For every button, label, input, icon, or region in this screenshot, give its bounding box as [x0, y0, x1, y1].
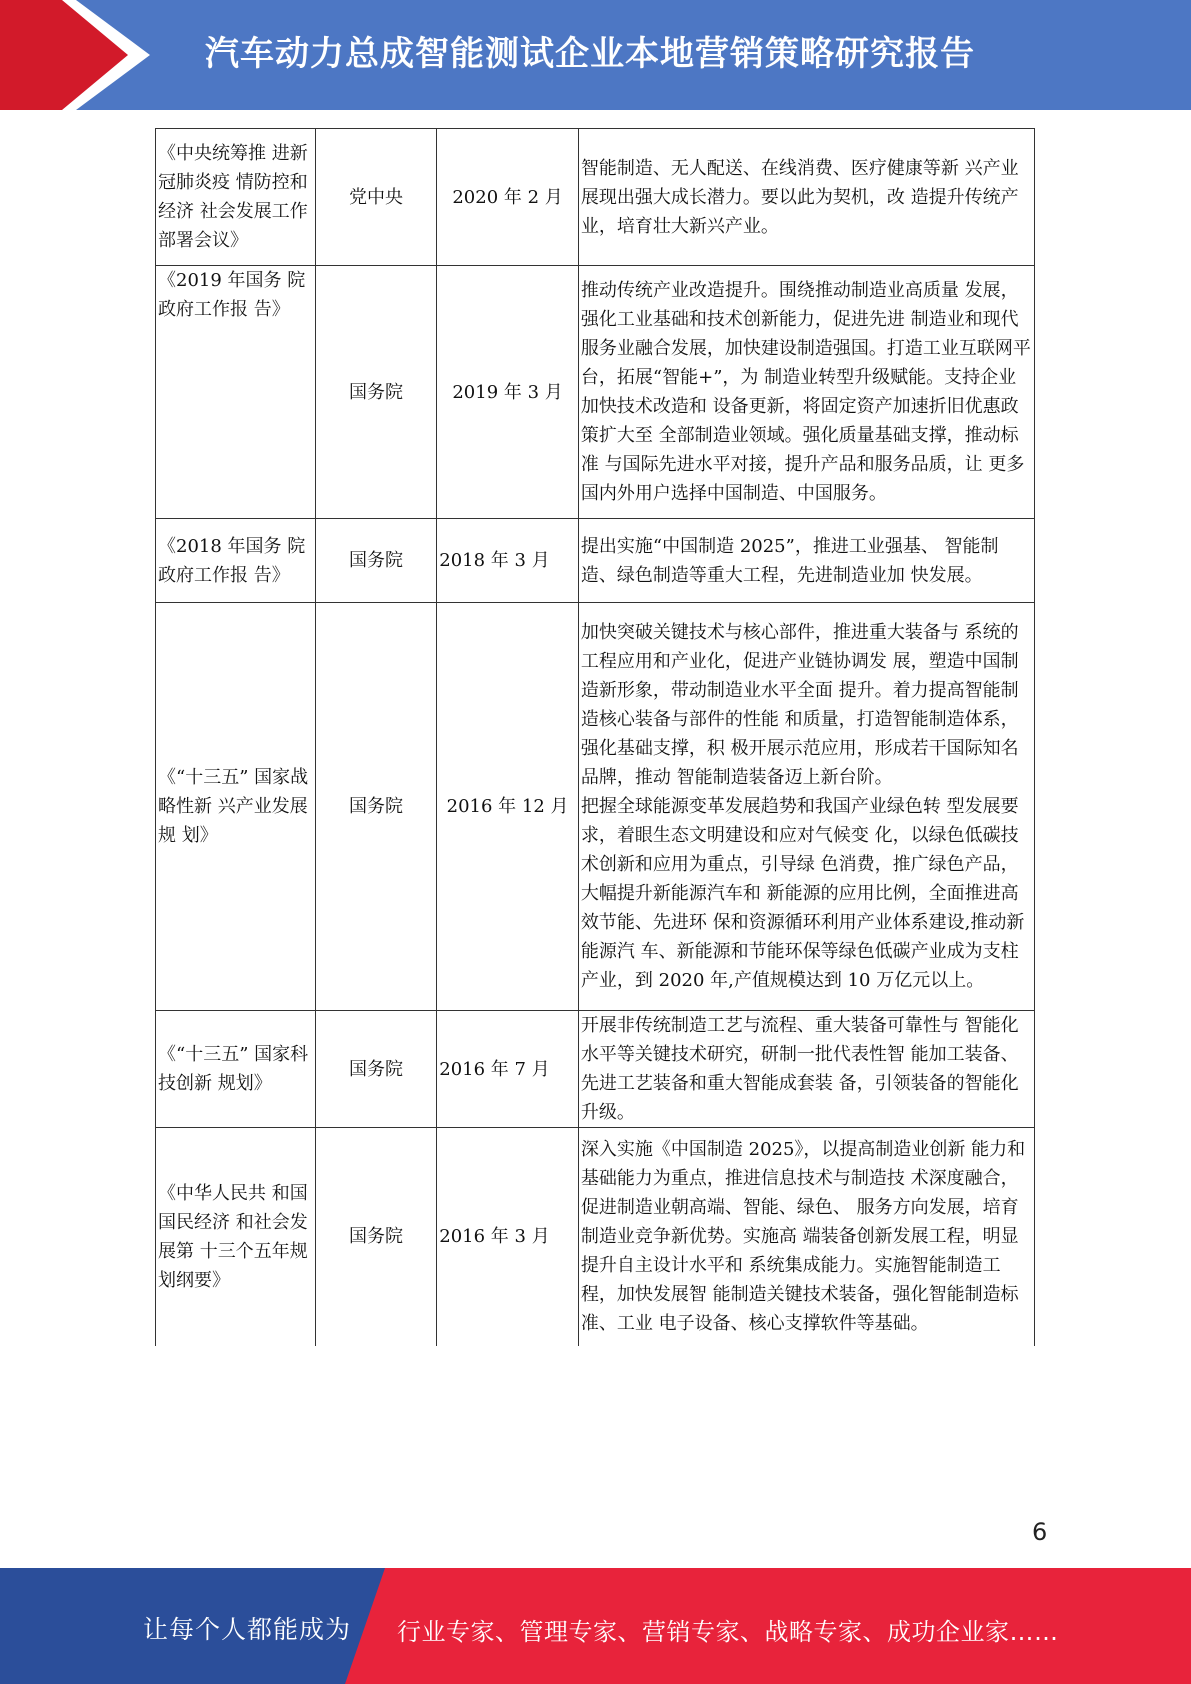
date-cell: 2016 年 7 月: [437, 1011, 579, 1128]
policy-name-cell: 《“十三五” 国家战略性新 兴产业发展规 划》: [156, 603, 316, 1011]
issuer-cell: 国务院: [315, 1011, 437, 1128]
content-cell: 推动传统产业改造提升。围绕推动制造业高质量 发展，强化工业基础和技术创新能力，促进先进 制造业和现代服务业融合发展，加快建设制造强国。打造工业互联网平台，拓展“智能+”，为 制造业转型升级赋能。支持企业加快技术改造和 设备更新，将固定资产加速折旧优惠政策扩大至 全部制造业领域。强化质量基础支撑，推动标准 与国际先进水平对接，提升产品和服务品质，让 更多国内外用户选择中国制造、中国服务。: [578, 266, 1034, 519]
table-row: [156, 1011, 1035, 1128]
issuer-cell: 国务院: [315, 519, 437, 603]
issuer-cell: 国务院: [315, 1128, 437, 1346]
policy-name-cell: 《中央统筹推 进新冠肺炎疫 情防控和经济 社会发展工作 部署会议》: [156, 129, 316, 266]
table-row: [156, 1128, 1035, 1346]
content-cell: 深入实施《中国制造 2025》，以提高制造业创新 能力和基础能力为重点，推进信息技术与制造技 术深度融合，促进制造业朝高端、智能、绿色、 服务方向发展，培育制造业竞争新优势。实施高 端装备创新发展工程，明显提升自主设计水平和 系统集成能力。实施智能制造工程，加快发展智 能制造关键技术装备，强化智能制造标准、工业 电子设备、核心支撑软件等基础。: [578, 1128, 1034, 1346]
date-cell: 2020 年 2 月: [437, 129, 579, 266]
content-cell: 开展非传统制造工艺与流程、重大装备可靠性与 智能化水平等关键技术研究，研制一批代表性智 能加工装备、先进工艺装备和重大智能成套装 备，引领装备的智能化升级。: [578, 1011, 1034, 1128]
footer-slogan-left: 让每个人都能成为: [143, 1615, 352, 1644]
table-row: [156, 519, 1035, 603]
footer-slogan-right: 行业专家、管理专家、营销专家、战略专家、成功企业家……: [397, 1618, 1059, 1646]
report-title: 汽车动力总成智能测试企业本地营销策略研究报告: [205, 34, 975, 74]
policy-name-cell: 《“十三五” 国家科技创新 规划》: [156, 1011, 316, 1128]
table-row: [156, 129, 1035, 266]
date-cell: 2016 年 12 月: [437, 603, 579, 1011]
content-cell: 提出实施“中国制造 2025”，推进工业强基、 智能制造、绿色制造等重大工程，先进制造业加 快发展。: [578, 519, 1034, 603]
policy-table: [155, 128, 1035, 1346]
page-number: 6: [1032, 1518, 1048, 1546]
content-cell: [578, 603, 1034, 1011]
page-header: [0, 0, 1191, 110]
content-paragraph: 加快突破关键技术与核心部件，推进重大装备与 系统的工程应用和产业化，促进产业链协调发 展，塑造中国制造新形象，带动制造业水平全面 提升。着力提高智能制造核心装备与部件的性能 和质量，打造智能制造体系，强化基础支撑，积 极开展示范应用，形成若干国际知名品牌，推动 智能制造装备迈上新台阶。: [580, 622, 1019, 788]
policy-name-cell: 《2018 年国务 院政府工作报 告》: [156, 519, 316, 603]
issuer-cell: 国务院: [315, 266, 437, 519]
content-paragraph: 把握全球能源变革发展趋势和我国产业绿色转 型发展要求，着眼生态文明建设和应对气候变 化，以绿色低碳技术创新和应用为重点，引导绿 色消费，推广绿色产品，大幅提升新能源汽车和 新能源的应用比例，全面推进高效节能、先进环 保和资源循环利用产业体系建设,推动新能源汽 车、新能源和节能环保等绿色低碳产业成为支柱 产业，到 2020 年,产值规模达到 10 万亿元以上。: [580, 796, 1025, 991]
issuer-cell: 党中央: [315, 129, 437, 266]
page-footer: [0, 1568, 1191, 1684]
date-cell: 2016 年 3 月: [437, 1128, 579, 1346]
date-cell: 2018 年 3 月: [437, 519, 579, 603]
table-row: [156, 266, 1035, 519]
table-row: [156, 603, 1035, 1011]
date-cell: 2019 年 3 月: [437, 266, 579, 519]
issuer-cell: 国务院: [315, 603, 437, 1011]
header-red-arrow: [0, 0, 132, 110]
content-cell: 智能制造、无人配送、在线消费、医疗健康等新 兴产业展现出强大成长潜力。要以此为契机，改 造提升传统产业，培育壮大新兴产业。: [578, 129, 1034, 266]
policy-name-cell: 《2019 年国务 院政府工作报 告》: [156, 266, 316, 519]
policy-name-cell: 《中华人民共 和国国民经济 和社会发展第 十三个五年规 划纲要》: [156, 1128, 316, 1346]
